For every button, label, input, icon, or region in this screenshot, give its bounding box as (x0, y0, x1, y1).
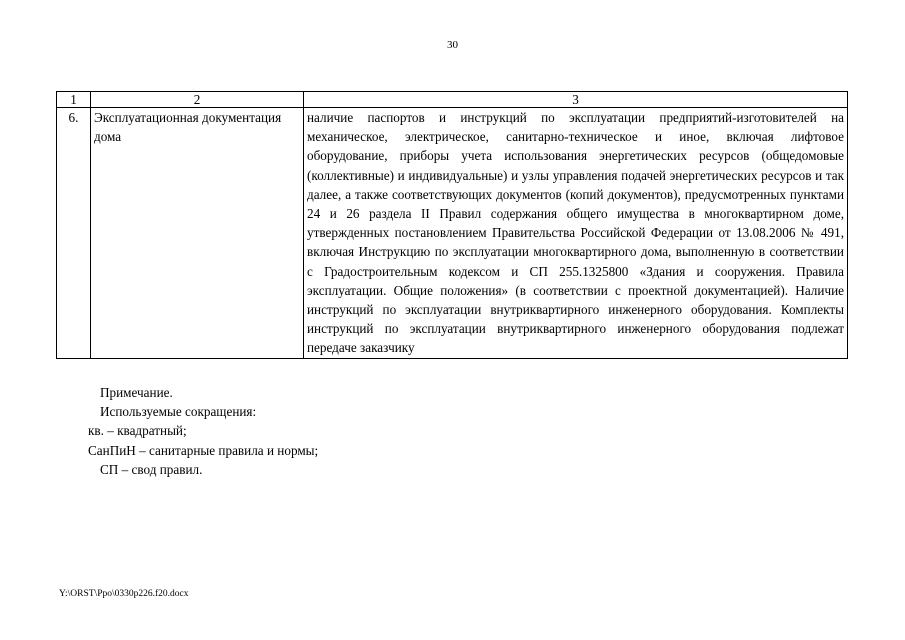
notes-item: кв. – квадратный; (88, 423, 187, 439)
row-description-cell: наличие паспортов и инструкций по эксплуатации предприятий-изготовителей на механическое, электрическое, санитарно-техническое и иное, включая лифтовое оборудование, приборы учета использования энергетических ресурсов (общедомовые (коллективные) и индивидуальные) и узлы управления подачей энергетических ресурсов и так далее, а также соответствующих документов (копий документов), предусмотренных пунктами 24 и 26 раздела II Правил содержания общего имущества в многоквартирном доме, утвержденных постановлением Правительства Российской Федерации от 13.08.2006 № 491, включая Инструкцию по эксплуатации многоквартирного дома, выполненную в соответствии с Градостроительным кодексом и СП 255.1325800 «Здания и сооружения. Правила эксплуатации. Общие положения» (в соответствии с проектной документацией). Наличие инструкций по эксплуатации внутриквартирного инженерного оборудования. Комплекты инструкций по эксплуатации внутриквартирного инженерного оборудования подлежат передаче заказчику (304, 108, 848, 359)
header-cell-2: 2 (91, 92, 304, 108)
table-header-row (57, 92, 848, 108)
header-cell-3: 3 (304, 92, 848, 108)
notes-title: Примечание. (100, 385, 173, 400)
table-row (57, 108, 848, 359)
notes-item: СанПиН – санитарные правила и нормы; (88, 442, 319, 458)
footer-file-path: Y:\ORST\Ppo\0330p226.f20.docx (59, 589, 189, 599)
notes-section (88, 383, 600, 479)
notes-item: СП – свод правил. (100, 461, 203, 477)
page-number: 30 (447, 39, 458, 51)
notes-subtitle: Используемые сокращения: (100, 404, 257, 420)
header-cell-1: 1 (57, 92, 91, 108)
document-table (56, 91, 848, 359)
row-name-cell: Эксплуатационная документация дома (91, 108, 304, 359)
row-number-cell: 6. (57, 108, 91, 359)
